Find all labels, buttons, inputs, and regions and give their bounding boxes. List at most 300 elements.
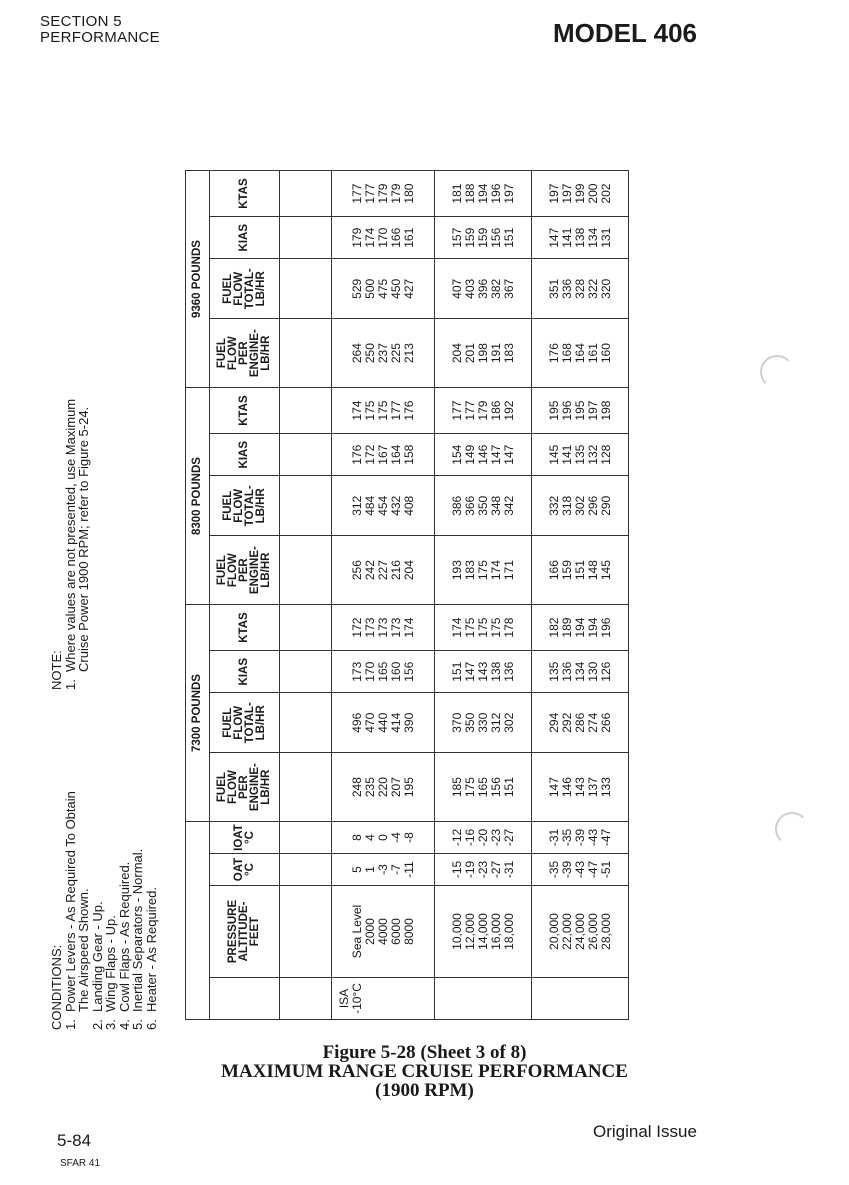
- cell-line: LB/HR: [254, 271, 267, 307]
- ktas-cell: [435, 388, 532, 434]
- ffpe-values: [351, 538, 416, 602]
- cell-line: 181: [449, 183, 464, 204]
- ktas-cell: [532, 388, 629, 434]
- cell-line: ENGINE-: [249, 546, 261, 595]
- cell-line: FEET: [249, 916, 261, 947]
- cell-line: 390: [401, 712, 416, 733]
- fft-cell: [435, 693, 532, 753]
- cell-line: 158: [401, 444, 416, 465]
- cell-line: 8000: [401, 918, 416, 945]
- spacer-cell: [280, 217, 332, 259]
- cell-line: 4: [362, 834, 377, 841]
- cell-line: FUEL: [221, 707, 234, 738]
- cell-line: 166: [388, 227, 403, 248]
- condition-item-text: Power Levers - As Required To Obtain: [62, 791, 78, 1012]
- note-title: NOTE:: [49, 650, 64, 690]
- condition-item: [91, 550, 105, 1030]
- ktas-values: [351, 173, 416, 214]
- cell-line: 172: [349, 617, 364, 638]
- cell-line: 156: [488, 227, 503, 248]
- cell-line: 126: [598, 661, 613, 682]
- cell-line: 174: [401, 617, 416, 638]
- cell-line: 274: [585, 712, 600, 733]
- ioat-cell: [532, 822, 629, 854]
- spacer-cell: [280, 388, 332, 434]
- cell-line: 2000: [362, 918, 377, 945]
- spacer-cell: [280, 259, 332, 319]
- cell-line: 171: [501, 560, 516, 581]
- cell-line: 146: [475, 444, 490, 465]
- cell-line: 137: [585, 777, 600, 798]
- condition-item-text: Wing Flaps - Up.: [103, 915, 118, 1012]
- ktas-cell: [332, 171, 435, 217]
- cell-line: 202: [598, 183, 613, 204]
- cell-line: 407: [449, 278, 464, 299]
- spacer-cell: [280, 854, 332, 886]
- condition-item-num: 4.: [116, 1019, 132, 1030]
- spacer-cell: [280, 476, 332, 536]
- condition-item-num: 6.: [143, 1019, 159, 1030]
- isa-label: [338, 980, 364, 1017]
- cell-line: 165: [375, 661, 390, 682]
- cell-line: 177: [388, 400, 403, 421]
- fft-values: [548, 695, 613, 750]
- table-row: [532, 171, 629, 1020]
- cell-line: 235: [362, 777, 377, 798]
- performance-table: [185, 170, 629, 1020]
- fft-cell: [332, 259, 435, 319]
- cell-line: TOTAL-: [243, 485, 256, 527]
- cell-line: -10°C: [350, 983, 364, 1014]
- cell-line: 132: [585, 444, 600, 465]
- cell-line: 141: [559, 227, 574, 248]
- header-fuel-total: [210, 476, 280, 536]
- oat-values: [548, 856, 613, 883]
- cell-line: 195: [401, 777, 416, 798]
- condition-item-text: Inertial Separators - Normal.: [130, 848, 145, 1012]
- cell-line: -31: [501, 860, 516, 879]
- page-number: 5-84: [57, 1131, 92, 1150]
- ktas-values: [351, 607, 416, 648]
- cell-line: 296: [585, 495, 600, 516]
- cell-line: -39: [559, 860, 574, 879]
- cell-line: 200: [585, 183, 600, 204]
- ffpe-values: [548, 538, 613, 602]
- ktas-cell: [435, 171, 532, 217]
- ioat-values: [548, 824, 613, 851]
- cell-line: 175: [462, 777, 477, 798]
- header-isa-blank: [210, 978, 280, 1020]
- cell-line: 159: [462, 227, 477, 248]
- cell-line: 290: [598, 495, 613, 516]
- kias-values: [351, 219, 416, 256]
- ffpe-cell: [435, 536, 532, 605]
- cell-line: FUEL: [216, 555, 228, 586]
- cell-line: 242: [362, 560, 377, 581]
- spacer-cell: [280, 651, 332, 693]
- cell-line: 145: [546, 444, 561, 465]
- altitude-values: [548, 888, 613, 975]
- condition-item-text: Landing Gear - Up.: [89, 901, 105, 1012]
- cell-line: 350: [475, 495, 490, 516]
- cell-line: 0: [375, 834, 390, 841]
- kias-cell: [435, 651, 532, 693]
- cell-line: 197: [585, 400, 600, 421]
- header-fuel-total: [210, 259, 280, 319]
- cell-line: 204: [449, 343, 464, 364]
- cell-line: FLOW: [227, 336, 239, 371]
- header-ktas: KTAS: [210, 171, 280, 217]
- cell-line: 175: [462, 617, 477, 638]
- oat-cell: [435, 854, 532, 886]
- cell-line: 194: [572, 617, 587, 638]
- cell-line: 320: [598, 278, 613, 299]
- cell-line: 136: [501, 661, 516, 682]
- cell-line: 176: [546, 343, 561, 364]
- ffpe-values: [548, 321, 613, 385]
- caption-line-3: (1900 RPM): [375, 1080, 474, 1101]
- cell-line: 264: [349, 343, 364, 364]
- fuel-per-engine-header: [217, 538, 272, 602]
- cell-line: 195: [546, 400, 561, 421]
- cell-line: 6000: [388, 918, 403, 945]
- condition-item: [145, 550, 159, 1030]
- note-item: [64, 250, 78, 690]
- cell-line: 322: [585, 278, 600, 299]
- kias-cell: [532, 217, 629, 259]
- cell-line: 146: [559, 777, 574, 798]
- issue-label: Original Issue: [593, 1122, 697, 1141]
- cell-line: 199: [572, 183, 587, 204]
- cell-line: 180: [401, 183, 416, 204]
- cell-line: 312: [488, 712, 503, 733]
- sfar-label: SFAR 41: [60, 1158, 101, 1169]
- kias-cell: [435, 217, 532, 259]
- cell-line: PER: [238, 775, 250, 799]
- spacer-cell: [280, 434, 332, 476]
- cell-line: 175: [375, 400, 390, 421]
- cell-line: 179: [475, 400, 490, 421]
- header-ktas: KTAS: [210, 388, 280, 434]
- fft-cell: [532, 259, 629, 319]
- cell-line: FLOW: [232, 488, 245, 523]
- cell-line: 370: [449, 712, 464, 733]
- cell-line: 20,000: [546, 913, 561, 950]
- cell-line: -43: [585, 828, 600, 847]
- section-label: SECTION 5: [40, 13, 122, 30]
- cell-line: 151: [572, 560, 587, 581]
- cell-line: 302: [501, 712, 516, 733]
- cell-line: -19: [462, 860, 477, 879]
- header-ktas: KTAS: [210, 605, 280, 651]
- weight-header-row: [186, 171, 210, 1020]
- cell-line: -15: [449, 860, 464, 879]
- cell-line: ISA: [337, 988, 351, 1009]
- binder-hole-bottom: [775, 812, 809, 846]
- cell-line: 440: [375, 712, 390, 733]
- cell-line: 148: [585, 560, 600, 581]
- cell-line: 351: [546, 278, 561, 299]
- cell-line: 196: [559, 400, 574, 421]
- spacer-cell: [280, 753, 332, 822]
- cell-line: 197: [559, 183, 574, 204]
- cell-line: 396: [475, 278, 490, 299]
- rotated-figure: [49, 70, 613, 1030]
- header-kias: KIAS: [210, 434, 280, 476]
- cell-line: 174: [488, 560, 503, 581]
- cell-line: 286: [572, 712, 587, 733]
- cell-line: -11: [401, 861, 416, 878]
- ktas-values: [548, 173, 613, 214]
- header-fuel-total: [210, 693, 280, 753]
- cell-line: 136: [559, 661, 574, 682]
- cell-line: 8: [349, 834, 364, 841]
- ktas-values: [451, 173, 516, 214]
- cell-line: 237: [375, 343, 390, 364]
- spacer-row: [280, 171, 332, 1020]
- ioat-values: [451, 824, 516, 851]
- cell-line: IOAT: [232, 824, 245, 851]
- cell-line: 174: [449, 617, 464, 638]
- cell-line: 302: [572, 495, 587, 516]
- note-item-text: Cruise Power 1900 RPM; refer to Figure 5-24.: [76, 406, 91, 672]
- cell-line: 427: [401, 278, 416, 299]
- cell-line: 159: [475, 227, 490, 248]
- cell-line: 342: [501, 495, 516, 516]
- fuel-per-engine-header: [217, 321, 272, 385]
- cell-line: 475: [375, 278, 390, 299]
- cell-line: 318: [559, 495, 574, 516]
- fft-values: [548, 261, 613, 316]
- cell-line: -8: [401, 832, 416, 843]
- cell-line: 141: [559, 444, 574, 465]
- cell-line: 227: [375, 560, 390, 581]
- cell-line: 328: [572, 278, 587, 299]
- cell-line: 133: [598, 777, 613, 798]
- condition-item: [104, 550, 118, 1030]
- fft-values: [548, 478, 613, 533]
- kias-cell: [532, 434, 629, 476]
- oat-values: [451, 856, 516, 883]
- cell-line: 165: [475, 777, 490, 798]
- cell-line: PRESSURE: [227, 899, 239, 964]
- cell-line: LB/HR: [260, 552, 272, 588]
- ffpe-cell: [332, 319, 435, 388]
- cell-line: 18,000: [501, 913, 516, 950]
- cell-line: 174: [362, 227, 377, 248]
- cell-line: 454: [375, 495, 390, 516]
- binder-hole-top: [760, 355, 794, 389]
- cell-line: 1: [362, 866, 377, 873]
- spacer-cell: [280, 978, 332, 1020]
- cell-line: 312: [349, 495, 364, 516]
- header-pressure-altitude: [210, 886, 280, 978]
- spacer-cell: [280, 536, 332, 605]
- caption-line-2: MAXIMUM RANGE CRUISE PERFORMANCE: [221, 1061, 628, 1082]
- caption-line-1: Figure 5-28 (Sheet 3 of 8): [322, 1042, 527, 1063]
- cell-line: 216: [388, 560, 403, 581]
- cell-line: 176: [401, 400, 416, 421]
- kias-cell: [332, 434, 435, 476]
- ffpe-values: [451, 538, 516, 602]
- cell-line: Sea Level: [349, 904, 364, 959]
- cell-line: -43: [572, 860, 587, 879]
- cell-line: 196: [488, 183, 503, 204]
- spacer-cell: [280, 822, 332, 854]
- cell-line: LB/HR: [260, 335, 272, 371]
- ffpe-values: [451, 755, 516, 819]
- spacer-cell: [280, 171, 332, 217]
- cell-line: 432: [388, 495, 403, 516]
- cell-line: 22,000: [559, 913, 574, 950]
- figure-caption: [0, 1043, 849, 1100]
- condition-item: [131, 550, 145, 1030]
- cell-line: 147: [462, 661, 477, 682]
- cell-line: 175: [475, 560, 490, 581]
- cell-line: 156: [488, 777, 503, 798]
- ioat-cell: [332, 822, 435, 854]
- cell-line: -23: [488, 828, 503, 847]
- cell-line: 386: [449, 495, 464, 516]
- cell-line: 183: [501, 343, 516, 364]
- ffpe-values: [451, 321, 516, 385]
- fuel-total-header: [223, 261, 267, 316]
- kias-values: [451, 219, 516, 256]
- cell-line: 414: [388, 712, 403, 733]
- isa-cell: [332, 978, 435, 1020]
- cell-line: 4000: [375, 918, 390, 945]
- header-oat: [210, 854, 280, 886]
- cell-line: 10,000: [449, 913, 464, 950]
- cell-line: 188: [462, 183, 477, 204]
- cell-line: 161: [401, 227, 416, 248]
- cell-line: 294: [546, 712, 561, 733]
- kias-values: [351, 653, 416, 690]
- cell-line: FUEL: [221, 490, 234, 521]
- cell-line: 173: [375, 617, 390, 638]
- condition-item: [118, 550, 132, 1030]
- cell-line: 366: [462, 495, 477, 516]
- cell-line: 134: [585, 227, 600, 248]
- cell-line: 382: [488, 278, 503, 299]
- note-item-num: [77, 672, 91, 690]
- cell-line: 220: [375, 777, 390, 798]
- header-ioat: [210, 822, 280, 854]
- cell-line: ENGINE-: [249, 763, 261, 812]
- cell-line: 173: [349, 661, 364, 682]
- altitude-cell: [532, 886, 629, 978]
- cell-line: FLOW: [232, 705, 245, 740]
- cell-line: -3: [375, 864, 390, 875]
- cell-line: 529: [349, 278, 364, 299]
- spacer-cell: [280, 693, 332, 753]
- cell-line: 194: [475, 183, 490, 204]
- kias-values: [548, 219, 613, 256]
- pressure-altitude-header: [228, 888, 261, 975]
- cell-line: 192: [501, 400, 516, 421]
- cell-line: ENGINE-: [249, 329, 261, 378]
- header-fuel-per-engine: [210, 753, 280, 822]
- ktas-values: [451, 390, 516, 431]
- weight-header: 9360 POUNDS: [186, 171, 210, 388]
- cell-line: 178: [501, 617, 516, 638]
- cell-line: 185: [449, 777, 464, 798]
- ffpe-cell: [532, 753, 629, 822]
- cell-line: 164: [388, 444, 403, 465]
- cell-line: 191: [488, 343, 503, 364]
- cell-line: °C: [243, 863, 256, 876]
- fft-values: [351, 261, 416, 316]
- cell-line: 173: [362, 617, 377, 638]
- cell-line: 143: [475, 661, 490, 682]
- cell-line: 143: [572, 777, 587, 798]
- condition-item-text: Heater - As Required.: [143, 886, 159, 1012]
- note-item-text: Where values are not presented, use Maximum: [62, 398, 78, 672]
- kias-values: [548, 653, 613, 690]
- kias-cell: [332, 651, 435, 693]
- cell-line: FUEL: [216, 772, 228, 803]
- cell-line: 250: [362, 343, 377, 364]
- spacer-cell: [280, 605, 332, 651]
- cell-line: -51: [598, 860, 613, 879]
- oat-cell: [332, 854, 435, 886]
- cell-line: LB/HR: [254, 488, 267, 524]
- spacer-cell: [280, 886, 332, 978]
- cell-line: 151: [501, 227, 516, 248]
- cell-line: 135: [572, 444, 587, 465]
- cell-line: 367: [501, 278, 516, 299]
- fft-cell: [435, 259, 532, 319]
- cell-line: 16,000: [488, 913, 503, 950]
- cell-line: -47: [585, 860, 600, 879]
- cell-line: 147: [546, 227, 561, 248]
- fuel-total-header: [223, 695, 267, 750]
- fuel-per-engine-header: [217, 755, 272, 819]
- cell-line: 26,000: [585, 913, 600, 950]
- cell-line: 135: [546, 661, 561, 682]
- cell-line: -27: [488, 860, 503, 879]
- ioat-cell: [435, 822, 532, 854]
- cell-line: LB/HR: [254, 705, 267, 741]
- condition-item-num: 2.: [89, 1019, 105, 1030]
- note-item-num: 1.: [62, 679, 78, 690]
- cell-line: 176: [349, 444, 364, 465]
- cell-line: 179: [349, 227, 364, 248]
- ktas-cell: [435, 605, 532, 651]
- ffpe-cell: [532, 536, 629, 605]
- cell-line: 183: [462, 560, 477, 581]
- cell-line: 198: [475, 343, 490, 364]
- cell-line: -35: [559, 828, 574, 847]
- ffpe-values: [548, 755, 613, 819]
- section-name: PERFORMANCE: [40, 29, 160, 46]
- cell-line: 179: [375, 183, 390, 204]
- ktas-cell: [532, 605, 629, 651]
- cell-line: 154: [449, 444, 464, 465]
- model-title: MODEL 406: [552, 18, 697, 48]
- condition-item-num: 1.: [62, 1019, 78, 1030]
- oat-values: [351, 856, 416, 883]
- cell-line: 182: [546, 617, 561, 638]
- cell-line: 12,000: [462, 913, 477, 950]
- cell-line: TOTAL-: [243, 268, 256, 310]
- condition-item-text: The Airspeed Shown.: [76, 888, 91, 1012]
- fuel-total-header: [223, 478, 267, 533]
- note-item: [77, 250, 91, 690]
- cell-line: 161: [585, 343, 600, 364]
- cell-line: 147: [546, 777, 561, 798]
- conditions-title: CONDITIONS:: [49, 944, 64, 1030]
